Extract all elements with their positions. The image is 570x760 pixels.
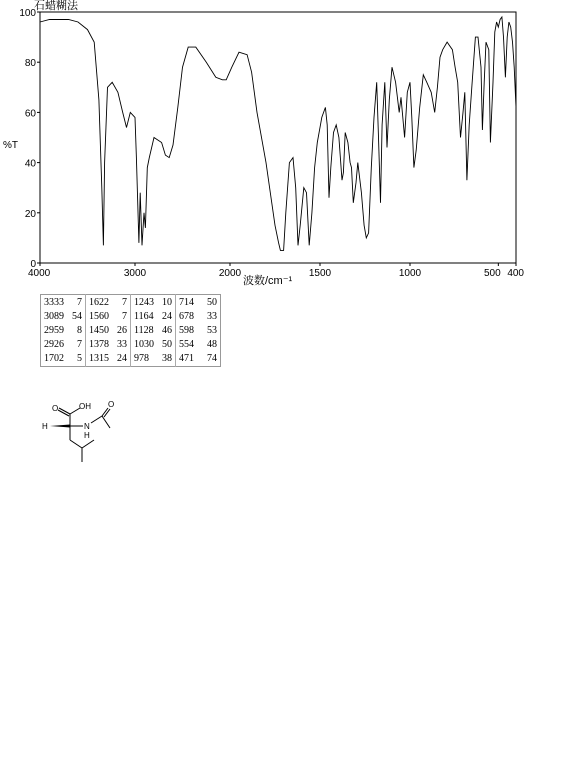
- x-tick-label: 1500: [308, 268, 332, 279]
- peak-wavenumber: 1243: [134, 297, 154, 308]
- y-tick-label: 20: [24, 208, 36, 220]
- bond-co-o-2: [104, 409, 110, 417]
- peak-entry: [89, 352, 127, 366]
- peak-transmittance: 50: [162, 339, 172, 350]
- peak-wavenumber: 1622: [89, 297, 109, 308]
- peak-wavenumber: 1702: [44, 353, 64, 364]
- y-axis-label: %T: [3, 140, 18, 151]
- peak-entry: [134, 296, 172, 310]
- x-tick-label: 3000: [123, 268, 147, 279]
- y-tick-label: 40: [24, 158, 36, 170]
- ir-spectrum-chart: [0, 0, 570, 300]
- amide-h-label: H: [84, 431, 90, 440]
- peak-entry: [179, 296, 217, 310]
- peak-transmittance: 7: [122, 311, 127, 322]
- x-tick-label: 500: [483, 268, 501, 279]
- peak-wavenumber: 678: [179, 311, 194, 322]
- peak-transmittance: 38: [162, 353, 172, 364]
- bond-n-co: [91, 416, 102, 423]
- peak-entry: [44, 338, 82, 352]
- peak-entry: [44, 310, 82, 324]
- peak-transmittance: 24: [162, 311, 172, 322]
- y-axis: [19, 8, 40, 270]
- peak-wavenumber: 554: [179, 339, 194, 350]
- peak-entry: [44, 296, 82, 310]
- peak-entry: [44, 352, 82, 366]
- plot-frame: [40, 12, 516, 263]
- peak-column: [131, 295, 176, 367]
- peak-transmittance: 7: [122, 297, 127, 308]
- peak-entry: [134, 352, 172, 366]
- y-tick-label: 80: [24, 58, 36, 70]
- bond-ch-ch3b: [82, 440, 94, 448]
- peak-transmittance: 33: [117, 339, 127, 350]
- amide-n-label: N: [84, 422, 90, 431]
- peak-transmittance: 7: [77, 297, 82, 308]
- y-tick-label: 60: [24, 108, 36, 120]
- peak-wavenumber: 1378: [89, 339, 109, 350]
- peak-wavenumber: 1560: [89, 311, 109, 322]
- peak-transmittance: 10: [162, 297, 172, 308]
- x-tick-label: 1000: [398, 268, 422, 279]
- carbonyl-o-label: O: [52, 404, 59, 413]
- x-tick-label: 400: [507, 268, 524, 279]
- peak-wavenumber: 978: [134, 353, 149, 364]
- chart-title: 石蜡糊法: [34, 0, 78, 12]
- peak-entry: [89, 310, 127, 324]
- molecular-structure: [36, 382, 136, 478]
- peak-transmittance: 8: [77, 325, 82, 336]
- peak-entry: [134, 324, 172, 338]
- peak-wavenumber: 2959: [44, 325, 64, 336]
- peak-wavenumber: 1128: [134, 325, 154, 336]
- peak-entry: [134, 338, 172, 352]
- peak-transmittance: 46: [162, 325, 172, 336]
- peak-transmittance: 48: [207, 339, 217, 350]
- peak-entry: [89, 338, 127, 352]
- transmittance-line: [40, 17, 516, 250]
- peak-transmittance: 33: [207, 311, 217, 322]
- peak-wavenumber: 714: [179, 297, 194, 308]
- peak-column: [86, 295, 131, 367]
- wedge-bond: [50, 425, 70, 428]
- peak-transmittance: 5: [77, 353, 82, 364]
- peak-wavenumber: 1450: [89, 325, 109, 336]
- peak-wavenumber: 598: [179, 325, 194, 336]
- peak-entry: [179, 352, 217, 366]
- bond-co-o-1: [102, 408, 108, 416]
- peak-wavenumber: 471: [179, 353, 194, 364]
- alpha-h-label: H: [42, 422, 48, 431]
- peak-transmittance: 7: [77, 339, 82, 350]
- hydroxyl-label: OH: [79, 402, 91, 411]
- peak-wavenumber: 3333: [44, 297, 64, 308]
- peak-column: [176, 295, 221, 367]
- peak-wavenumber: 1030: [134, 339, 154, 350]
- x-axis-label: 波数/cm⁻¹: [243, 275, 293, 287]
- y-tick-label: 0: [30, 259, 36, 270]
- x-tick-label: 2000: [218, 268, 242, 279]
- bond-co-ch3: [102, 416, 110, 428]
- peak-column: [41, 295, 86, 367]
- x-tick-label: 4000: [28, 268, 51, 279]
- peak-entry: [44, 324, 82, 338]
- peak-transmittance: 53: [207, 325, 217, 336]
- peak-transmittance: 50: [207, 297, 217, 308]
- peak-transmittance: 24: [117, 353, 127, 364]
- peak-wavenumber: 1315: [89, 353, 109, 364]
- peak-transmittance: 26: [117, 325, 127, 336]
- peak-entry: [179, 324, 217, 338]
- peak-entry: [89, 296, 127, 310]
- peak-entry: [179, 310, 217, 324]
- peak-wavenumber: 3089: [44, 311, 64, 322]
- peak-transmittance: 54: [72, 311, 82, 322]
- peak-entry: [134, 310, 172, 324]
- peak-entry: [179, 338, 217, 352]
- peak-table: [40, 294, 221, 367]
- peak-wavenumber: 1164: [134, 311, 154, 322]
- peak-table-row: [41, 295, 221, 367]
- peak-entry: [89, 324, 127, 338]
- acetyl-o-label: O: [108, 400, 115, 409]
- bond-ch2-ch: [70, 440, 82, 448]
- peak-wavenumber: 2926: [44, 339, 64, 350]
- peak-transmittance: 74: [207, 353, 217, 364]
- y-tick-label: 100: [19, 8, 36, 19]
